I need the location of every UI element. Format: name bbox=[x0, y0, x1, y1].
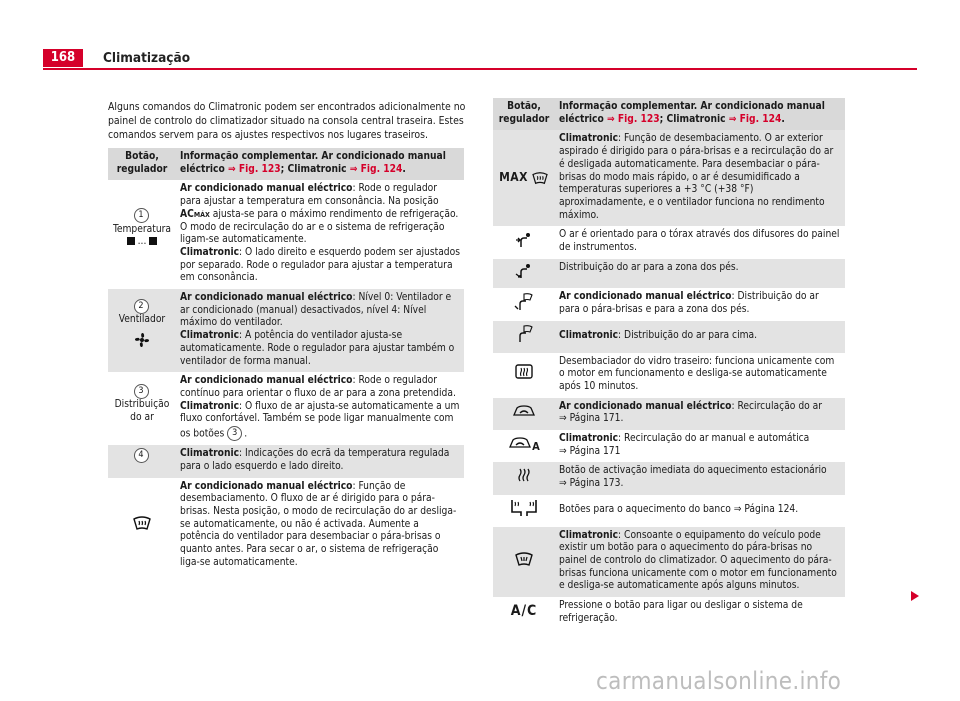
callout-number: 1 bbox=[134, 208, 149, 223]
table-row bbox=[108, 372, 464, 445]
table-row bbox=[493, 398, 845, 430]
info-cell: Ar condicionado manual eléctrico: Recirculação do ar ⇒ Página 171. bbox=[555, 398, 845, 430]
control-cell bbox=[493, 353, 555, 398]
control-cell bbox=[108, 478, 176, 574]
table-row bbox=[108, 289, 464, 372]
info-cell: Botão de activação imediata do aquecimento estacionário ⇒ Página 173. bbox=[555, 462, 845, 494]
windscreen-heating-icon bbox=[514, 551, 534, 567]
control-cell bbox=[493, 226, 555, 258]
control-label: Distribuição do ar bbox=[114, 399, 170, 424]
airflow-feet-icon bbox=[515, 262, 533, 280]
info-cell: Climatronic: Consoante o equipamento do veículo pode existir um botão para o aquecimento do pára-brisas no painel de controlo do climatizador. O aquecimento do pára-brisas funciona unicamente com o motor em funcionamento e desliga-se automaticamente após alguns minutos. bbox=[555, 527, 845, 598]
control-cell bbox=[493, 462, 555, 494]
continue-arrow-icon bbox=[911, 591, 919, 601]
callout-number: 3 bbox=[134, 384, 149, 399]
control-label: Temperatura bbox=[112, 223, 172, 235]
recirculation-auto-icon bbox=[508, 436, 532, 450]
fan-icon bbox=[133, 331, 151, 349]
info-cell: Ar condicionado manual eléctrico: Rode o regulador contínuo para orientar o fluxo de ar para a zona pretendida. Climatronic: O fluxo de ar ajusta-se automaticamente a um fluxo confortável. Também se pode ligar manualmente com os botões 3 . bbox=[176, 372, 464, 445]
table-row bbox=[108, 445, 464, 477]
watermark: carmanualsonline.info bbox=[596, 667, 842, 695]
square-icon bbox=[127, 237, 135, 245]
seat-heating-icon bbox=[525, 498, 539, 518]
info-cell: Climatronic: Função de desembaciamento. O ar exterior aspirado é dirigido para o pára-brisas e a recirculação do ar é desligada automaticamente. Para desembaciar o pára-brisas do modo mais rápido, o ar é desumidificado a temperaturas superiores a +3 °C (+38 °F) aproximadamente, e o ventilador funciona no rendimento máximo. bbox=[555, 130, 845, 226]
callout-number: 3 bbox=[227, 426, 242, 441]
airflow-chest-icon bbox=[515, 231, 533, 249]
callout-number: 2 bbox=[134, 299, 149, 314]
rear-window-defrost-icon bbox=[514, 363, 534, 381]
windscreen-defrost-icon bbox=[531, 171, 549, 185]
table-row bbox=[493, 527, 845, 598]
table-row bbox=[493, 130, 845, 226]
table-row bbox=[108, 180, 464, 289]
control-cell: A bbox=[493, 430, 555, 462]
airflow-windscreen-feet-icon bbox=[514, 292, 534, 312]
page-title: Climatização bbox=[103, 50, 191, 66]
table-header-row bbox=[493, 98, 845, 130]
table-row bbox=[493, 462, 845, 494]
control-cell bbox=[108, 445, 176, 477]
airflow-up-icon bbox=[514, 324, 534, 344]
control-cell bbox=[493, 597, 555, 629]
table-row bbox=[493, 597, 845, 629]
intro-paragraph: Alguns comandos do Climatronic podem ser encontrados adicionalmente no painel de controlo do climatizador situado na consola central traseira. Estes comandos servem para os ajustes respectivos nos lugares traseiros. bbox=[108, 101, 466, 141]
info-cell: Ar condicionado manual eléctrico: Função de desembaciamento. O fluxo de ar é dirigido para o pára-brisas. Nesta posição, o modo de recirculação do ar desliga-se automaticamente, ou não é activada. Aumente a potência do ventilador para desembaciar o pára-brisas o quanto antes. Para secar o ar, o sistema de refrigeração liga-se automaticamente. bbox=[176, 478, 464, 574]
table-row bbox=[493, 321, 845, 353]
header-col-info: Informação complementar. Ar condicionado manual eléctrico ⇒ Fig. 123; Climatronic ⇒ Fig. 124. bbox=[555, 98, 845, 130]
recirculation-icon bbox=[512, 404, 536, 418]
seat-heating-icon bbox=[509, 498, 523, 518]
max-defrost-icon: MAX bbox=[499, 169, 528, 184]
table-row bbox=[493, 353, 845, 398]
control-cell bbox=[493, 527, 555, 598]
control-cell: 1 Temperatura ... bbox=[108, 180, 176, 289]
callout-number: 4 bbox=[134, 448, 149, 463]
control-cell bbox=[493, 288, 555, 320]
table-row bbox=[493, 495, 845, 527]
info-cell: Desembaciador do vidro traseiro: funciona unicamente com o motor em funcionamento e desliga-se automaticamente após 10 minutos. bbox=[555, 353, 845, 398]
auxiliary-heating-icon bbox=[515, 467, 533, 485]
info-cell: Ar condicionado manual eléctrico: Rode o regulador para ajustar a temperatura em consonância. Na posição ACMÁX ajusta-se para o máximo rendimento de refrigeração. O modo de recirculação do ar e o sistema de refrigeração ligam-se automaticamente. Climatronic: O lado direito e esquerdo podem ser ajustados por separado. Rode o regulador para ajustar a temperatura em consonância. bbox=[176, 180, 464, 289]
info-cell: Ar condicionado manual eléctrico: Nível 0: Ventilador e ar condicionado (manual) desactivados, nível 4: Nível máximo do ventilador. Climatronic: A potência do ventilador ajusta-se automaticamente. Rode o regulador para ajustar também o ventilador de forma manual. bbox=[176, 289, 464, 372]
control-cell bbox=[493, 398, 555, 430]
control-cell bbox=[493, 130, 555, 226]
square-icon bbox=[149, 237, 157, 245]
controls-table-left bbox=[108, 148, 464, 574]
info-cell: Ar condicionado manual eléctrico: Distribuição do ar para o pára-brisas e para a zona dos pés. bbox=[555, 288, 845, 320]
table-row bbox=[108, 478, 464, 574]
control-cell bbox=[493, 495, 555, 527]
info-cell: Pressione o botão para ligar ou desligar o sistema de refrigeração. bbox=[555, 597, 845, 629]
control-cell bbox=[493, 259, 555, 289]
ac-button-icon: A/C bbox=[510, 603, 538, 620]
header-col-info: Informação complementar. Ar condicionado manual eléctrico ⇒ Fig. 123; Climatronic ⇒ Fig. 124. bbox=[176, 148, 464, 180]
header-col-control: Botão, regulador bbox=[108, 148, 176, 180]
info-cell: Botões para o aquecimento do banco ⇒ Página 124. bbox=[555, 495, 845, 527]
control-label: Ventilador bbox=[118, 314, 166, 326]
table-row bbox=[493, 288, 845, 320]
header-rule bbox=[43, 68, 917, 70]
control-cell bbox=[108, 372, 176, 445]
control-cell bbox=[493, 321, 555, 353]
windscreen-defrost-icon bbox=[132, 515, 152, 531]
info-cell: Distribuição do ar para a zona dos pés. bbox=[555, 259, 845, 289]
header-col-control: Botão, regulador bbox=[493, 98, 555, 130]
info-cell: O ar é orientado para o tórax através dos difusores do painel de instrumentos. bbox=[555, 226, 845, 258]
info-cell: Climatronic: Indicações do ecrã da temperatura regulada para o lado esquerdo e lado direito. bbox=[176, 445, 464, 477]
info-cell: Climatronic: Distribuição do ar para cima. bbox=[555, 321, 845, 353]
table-row bbox=[493, 259, 845, 289]
control-cell bbox=[108, 289, 176, 372]
table-row bbox=[493, 430, 845, 462]
page-number: 168 bbox=[43, 49, 83, 67]
table-header-row bbox=[108, 148, 464, 180]
info-cell: Climatronic: Recirculação do ar manual e automática ⇒ Página 171 bbox=[555, 430, 845, 462]
controls-table-right bbox=[493, 98, 845, 630]
table-row bbox=[493, 226, 845, 258]
